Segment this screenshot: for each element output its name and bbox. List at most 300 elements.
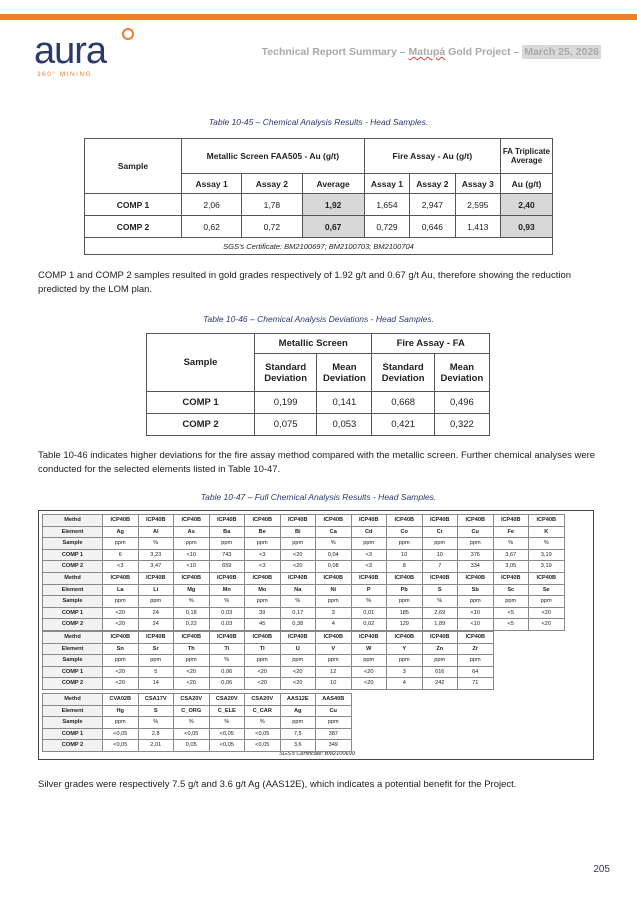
table-cell: Mg [174, 584, 210, 596]
table-cell: ppm [351, 655, 387, 667]
row-label: COMP 2 [43, 561, 103, 573]
table-cell: ppm [103, 655, 139, 667]
table-cell: ppm [280, 655, 316, 667]
col-sample: Sample [147, 334, 255, 392]
table-cell: 24 [138, 619, 174, 631]
sub-header: Assay 3 [455, 174, 500, 194]
table-cell: Sr [138, 643, 174, 655]
table-cell: ppm [280, 717, 316, 729]
sub-header: Mean Deviation [317, 354, 372, 392]
row-label: Element [43, 584, 103, 596]
row-sample: COMP 2 [85, 216, 182, 238]
table-cell: 2,8 [138, 728, 174, 740]
table-cell: 0,322 [434, 414, 489, 436]
table-cell: <20 [280, 549, 316, 561]
deviations-table [146, 333, 490, 436]
table-cell: 0,01 [351, 607, 387, 619]
table-cell: 0,67 [302, 216, 364, 238]
table-cell: 1,654 [364, 194, 409, 216]
table-cell: Bi [280, 526, 316, 538]
table-cell: 2,06 [182, 194, 242, 216]
row-label: Methd [43, 632, 103, 644]
row-sample: COMP 1 [85, 194, 182, 216]
table-cell: Ca [316, 526, 352, 538]
table-cell: 129 [387, 619, 423, 631]
table-cell: <20 [280, 666, 316, 678]
table-cell: Cd [351, 526, 387, 538]
table-cell: ICP40B [351, 515, 387, 527]
table-cell: % [422, 596, 458, 608]
table-cell: ICP40B [529, 515, 565, 527]
table-cell: ppm [280, 538, 316, 550]
table-cell: 0,421 [372, 414, 434, 436]
table-cell: ppm [351, 538, 387, 550]
table-cell: S [422, 584, 458, 596]
table-cell: Fe [493, 526, 529, 538]
table-cell: % [138, 717, 174, 729]
table-cell: Zn [422, 643, 458, 655]
table-cell: 3,67 [493, 549, 529, 561]
table-cell: 349 [316, 740, 352, 752]
table-cell: W [351, 643, 387, 655]
table-cell: CSA20V [245, 694, 281, 706]
table-cell: Na [280, 584, 316, 596]
sub-header: Au (g/t) [501, 174, 553, 194]
table3-caption: Table 10-47 – Full Chemical Analysis Results - Head Samples. [200, 492, 437, 502]
table-cell: AAS12E [280, 694, 316, 706]
table-cell: ICP40B [209, 632, 245, 644]
table-cell: ICP40B [174, 632, 210, 644]
table-cell: <20 [103, 619, 139, 631]
table-cell: ICP40B [351, 632, 387, 644]
row-sample: COMP 2 [147, 414, 255, 436]
table-cell: <10 [174, 561, 210, 573]
table-cell: 6 [103, 549, 139, 561]
table-cell: % [209, 655, 245, 667]
table-cell: 1,89 [422, 619, 458, 631]
table-cell: 0,62 [182, 216, 242, 238]
table-cell: 0,93 [501, 216, 553, 238]
table-cell: 2,40 [501, 194, 553, 216]
table1-certificate: SGS's Certificate: BM2100697; BM2100703; BM2100704 [85, 238, 553, 255]
title-project: Matupá [408, 46, 446, 58]
table-cell: ppm [174, 655, 210, 667]
table-cell: 0,06 [209, 678, 245, 690]
table-cell: 0,22 [174, 619, 210, 631]
table-cell: ICP40B [529, 573, 565, 585]
table-cell: <20 [351, 666, 387, 678]
table-cell: Hg [103, 705, 139, 717]
table-cell: <20 [103, 666, 139, 678]
table-cell: ICP40B [245, 632, 281, 644]
table-cell: <20 [529, 607, 565, 619]
table-cell: 0,72 [242, 216, 302, 238]
table-cell: ICP40B [387, 573, 423, 585]
element-block [42, 631, 494, 690]
table-cell: ICP40B [103, 632, 139, 644]
table-cell: % [209, 596, 245, 608]
row-label: COMP 1 [43, 728, 103, 740]
table-cell: ppm [103, 596, 139, 608]
table-cell: <0,05 [245, 740, 281, 752]
table-cell: 71 [458, 678, 494, 690]
table-cell: <0,05 [103, 728, 139, 740]
table-cell: % [245, 717, 281, 729]
table-cell: ICP40B [174, 515, 210, 527]
table-cell: ICP40B [493, 515, 529, 527]
table-cell: C_ORG [174, 705, 210, 717]
sub-header: Assay 1 [364, 174, 409, 194]
table-cell: 0,729 [364, 216, 409, 238]
table-cell: 3 [387, 666, 423, 678]
table-cell: ICP40B [387, 515, 423, 527]
paragraph-2: Table 10-46 indicates higher deviations for the fire assay method compared with the metallic screen. Further chemical analyses were conducted for the selected elements listed in Table 10-47. [38, 450, 596, 475]
full-chemical-table [38, 510, 594, 760]
row-label: Sample [43, 596, 103, 608]
table-cell: Li [138, 584, 174, 596]
table-cell: % [529, 538, 565, 550]
row-label: COMP 2 [43, 740, 103, 752]
row-label: Methd [43, 694, 103, 706]
table-cell: 0,05 [174, 740, 210, 752]
table-cell: ICP40B [209, 573, 245, 585]
table-cell: 185 [387, 607, 423, 619]
table-cell: ICP40B [280, 515, 316, 527]
table-cell: <0,05 [174, 728, 210, 740]
table-cell: V [316, 643, 352, 655]
row-label: Element [43, 526, 103, 538]
chemical-results-table [84, 138, 553, 255]
table-cell: 376 [458, 549, 494, 561]
table-cell: ICP40B [422, 573, 458, 585]
group-fire-assay: Fire Assay - Au (g/t) [364, 139, 500, 174]
table-cell: 242 [422, 678, 458, 690]
table-cell: % [280, 596, 316, 608]
group-fire-assay: Fire Assay - FA [372, 334, 490, 354]
table-cell: % [138, 538, 174, 550]
table-cell: Ag [280, 705, 316, 717]
sub-header: Assay 1 [182, 174, 242, 194]
table-cell: <5 [493, 607, 529, 619]
table-cell: <20 [103, 678, 139, 690]
table-cell: Cu [458, 526, 494, 538]
table-cell: ppm [316, 717, 352, 729]
table-cell: <5 [493, 619, 529, 631]
table-cell: Al [138, 526, 174, 538]
table-cell: CSA20V [174, 694, 210, 706]
table-cell: AAS40B [316, 694, 352, 706]
table-cell: 0,668 [372, 392, 434, 414]
row-label: Sample [43, 655, 103, 667]
group-metallic: Metallic Screen FAA505 - Au (g/t) [182, 139, 365, 174]
table-cell: 387 [316, 728, 352, 740]
table-cell: ppm [458, 596, 494, 608]
table-cell: ICP40B [103, 573, 139, 585]
table-cell: <20 [174, 678, 210, 690]
table-cell: % [316, 538, 352, 550]
row-label: COMP 1 [43, 549, 103, 561]
table-cell: ICP40B [138, 632, 174, 644]
table-cell: <0,05 [245, 728, 281, 740]
title-date: March 25, 2026 [524, 46, 599, 58]
table-cell: % [174, 717, 210, 729]
table-cell: C_CAR [245, 705, 281, 717]
logo-wordmark: aura [34, 30, 107, 72]
table-cell: 10 [387, 549, 423, 561]
table-cell: 0,06 [209, 666, 245, 678]
table-cell: 5 [138, 666, 174, 678]
sub-header: Mean Deviation [434, 354, 489, 392]
table-cell: ppm [138, 596, 174, 608]
table-cell: 0,02 [351, 619, 387, 631]
table-cell: ICP40B [387, 632, 423, 644]
element-block [42, 572, 565, 631]
table-cell: <20 [280, 561, 316, 573]
table-cell: S [138, 705, 174, 717]
table-cell: 3,19 [529, 549, 565, 561]
table-cell: 7 [422, 561, 458, 573]
table-cell: 0,496 [434, 392, 489, 414]
table-cell: <0,05 [103, 740, 139, 752]
element-block [42, 514, 565, 573]
table-cell: ppm [174, 538, 210, 550]
table-cell: ICP40B [138, 573, 174, 585]
sub-header: Average [302, 174, 364, 194]
page-number: 205 [593, 864, 610, 875]
table-cell: 3,47 [138, 561, 174, 573]
table-cell: 3 [316, 607, 352, 619]
table-cell: CSA17V [138, 694, 174, 706]
table-cell: % [209, 717, 245, 729]
table1-caption: Table 10-45 – Chemical Analysis Results - Head Samples. [208, 117, 429, 127]
table-cell: <3 [245, 549, 281, 561]
table-cell: Th [174, 643, 210, 655]
table-cell: 4 [316, 619, 352, 631]
table-cell: <20 [280, 678, 316, 690]
table-cell: 0,199 [255, 392, 317, 414]
table-cell: CSA20V [209, 694, 245, 706]
table-cell: ppm [529, 596, 565, 608]
table-cell: <3 [351, 549, 387, 561]
table-cell: <10 [458, 607, 494, 619]
table-cell: <3 [103, 561, 139, 573]
title-prefix: Technical Report Summary – [261, 46, 409, 58]
table-cell: Mo [245, 584, 281, 596]
logo-tagline: 360° MINING [37, 71, 93, 78]
table-cell: 0,646 [410, 216, 455, 238]
row-label: Methd [43, 515, 103, 527]
table-cell: 1,413 [455, 216, 500, 238]
table-cell: <20 [174, 666, 210, 678]
table-cell: Co [387, 526, 423, 538]
table-cell: % [174, 596, 210, 608]
table-cell: <20 [351, 678, 387, 690]
table-cell: 64 [458, 666, 494, 678]
table-cell: 0,38 [280, 619, 316, 631]
table-cell: 0,03 [209, 607, 245, 619]
table-cell: Ni [316, 584, 352, 596]
table-cell: 14 [138, 678, 174, 690]
row-label: COMP 1 [43, 607, 103, 619]
table-cell: 7,5 [280, 728, 316, 740]
table-cell: 3,05 [493, 561, 529, 573]
table3-certificate: SGS's Certificate: BM2100699 [279, 751, 355, 757]
table-cell: ICP40B [351, 573, 387, 585]
table-cell: Pb [387, 584, 423, 596]
table-cell: ppm [458, 538, 494, 550]
table-cell: 0,17 [280, 607, 316, 619]
table-cell: ICP40B [280, 632, 316, 644]
table-cell: 10 [422, 549, 458, 561]
table-cell: 2,947 [410, 194, 455, 216]
group-metallic: Metallic Screen [255, 334, 372, 354]
table-cell: ICP40B [103, 515, 139, 527]
table-cell: <10 [174, 549, 210, 561]
table-cell: 1,78 [242, 194, 302, 216]
table-cell: K [529, 526, 565, 538]
table-cell: Se [529, 584, 565, 596]
table-cell: ICP40B [280, 573, 316, 585]
table-cell: ICP40B [316, 632, 352, 644]
table-cell: 10 [316, 678, 352, 690]
table-cell: 0,03 [209, 619, 245, 631]
table-cell: <10 [458, 619, 494, 631]
table-cell: Cr [422, 526, 458, 538]
table-cell: <3 [351, 561, 387, 573]
table-cell: Ba [209, 526, 245, 538]
table-cell: La [103, 584, 139, 596]
table-cell: Ti [209, 643, 245, 655]
table2-caption: Table 10-46 – Chemical Analysis Deviations - Head Samples. [203, 314, 434, 324]
sub-header: Standard Deviation [372, 354, 434, 392]
row-label: Methd [43, 573, 103, 585]
col-sample: Sample [85, 139, 182, 194]
table-cell: 0,08 [316, 561, 352, 573]
table-cell: <20 [245, 678, 281, 690]
table-cell: CVA02B [103, 694, 139, 706]
table-cell: 45 [245, 619, 281, 631]
paragraph-3: Silver grades were respectively 7.5 g/t and 3.6 g/t Ag (AAS12E), which indicates a potential benefit for the Project. [38, 779, 517, 790]
row-label: Element [43, 643, 103, 655]
table-cell: 2,01 [138, 740, 174, 752]
table-cell: 1,92 [302, 194, 364, 216]
table-cell: 12 [316, 666, 352, 678]
table-cell: ppm [316, 596, 352, 608]
table-cell: ICP40B [316, 573, 352, 585]
table-cell: P [351, 584, 387, 596]
sub-header: Assay 2 [242, 174, 302, 194]
table-cell: 616 [422, 666, 458, 678]
row-sample: COMP 1 [147, 392, 255, 414]
table-cell: <20 [529, 619, 565, 631]
table-cell: ppm [422, 538, 458, 550]
table-cell: Tl [245, 643, 281, 655]
row-label: COMP 2 [43, 678, 103, 690]
table-cell: ppm [209, 538, 245, 550]
table-cell: ICP40B [138, 515, 174, 527]
table-cell: <3 [245, 561, 281, 573]
table-cell: ICP40B [458, 632, 494, 644]
table-cell: 2,595 [455, 194, 500, 216]
table-cell: 3,23 [138, 549, 174, 561]
table-cell: 2,69 [422, 607, 458, 619]
table-cell: 659 [209, 561, 245, 573]
table-cell: 8 [387, 561, 423, 573]
table-cell: ppm [103, 538, 139, 550]
table-cell: <0,05 [209, 740, 245, 752]
table-cell: 334 [458, 561, 494, 573]
title-suffix: Gold Project – [445, 46, 523, 58]
element-block [42, 693, 352, 752]
sub-header: Standard Deviation [255, 354, 317, 392]
table-cell: Mn [209, 584, 245, 596]
table-cell: 3,19 [529, 561, 565, 573]
table-cell: 0,053 [317, 414, 372, 436]
company-logo [34, 26, 164, 82]
row-label: Sample [43, 538, 103, 550]
table-cell: ppm [493, 596, 529, 608]
header-accent-bar [0, 14, 637, 20]
table-cell: <20 [103, 607, 139, 619]
table-cell: 0,04 [316, 549, 352, 561]
table-cell: ppm [387, 655, 423, 667]
row-label: COMP 2 [43, 619, 103, 631]
table-cell: 0,075 [255, 414, 317, 436]
paragraph-1: COMP 1 and COMP 2 samples resulted in gold grades respectively of 1.92 g/t and 0.67 g/t Au, therefore showing the reduction predicted by the LOM plan. [38, 270, 572, 295]
table-cell: Sn [103, 643, 139, 655]
table-cell: ppm [245, 596, 281, 608]
table-cell: ppm [458, 655, 494, 667]
table-cell: U [280, 643, 316, 655]
table-cell: ppm [138, 655, 174, 667]
table-cell: 4 [387, 678, 423, 690]
table-cell: ppm [387, 538, 423, 550]
sub-header: Assay 2 [410, 174, 455, 194]
table-cell: 743 [209, 549, 245, 561]
table-cell: ICP40B [174, 573, 210, 585]
table-cell: ppm [103, 717, 139, 729]
table-cell: Sc [493, 584, 529, 596]
row-label: Element [43, 705, 103, 717]
table-cell: % [351, 596, 387, 608]
table-cell: ICP40B [245, 573, 281, 585]
table-cell: 0,18 [174, 607, 210, 619]
table-cell: Cu [316, 705, 352, 717]
table-cell: ppm [387, 596, 423, 608]
table-cell: Zr [458, 643, 494, 655]
table-cell: Be [245, 526, 281, 538]
table-cell: Sb [458, 584, 494, 596]
table-cell: ICP40B [422, 632, 458, 644]
table-cell: ICP40B [458, 573, 494, 585]
table-cell: <20 [245, 666, 281, 678]
logo-ring-icon [122, 28, 134, 40]
table-cell: ICP40B [245, 515, 281, 527]
table-cell: As [174, 526, 210, 538]
table-cell: % [493, 538, 529, 550]
table-cell: ppm [422, 655, 458, 667]
table-cell: ICP40B [209, 515, 245, 527]
table-cell: ICP40B [493, 573, 529, 585]
table-cell: 24 [138, 607, 174, 619]
table-cell: <0,05 [209, 728, 245, 740]
table-cell: ppm [245, 655, 281, 667]
table-cell: ppm [316, 655, 352, 667]
table-cell: ICP40B [422, 515, 458, 527]
table-cell: ICP40B [316, 515, 352, 527]
row-label: COMP 1 [43, 666, 103, 678]
group-triplicate: FA Triplicate Average [501, 139, 553, 174]
